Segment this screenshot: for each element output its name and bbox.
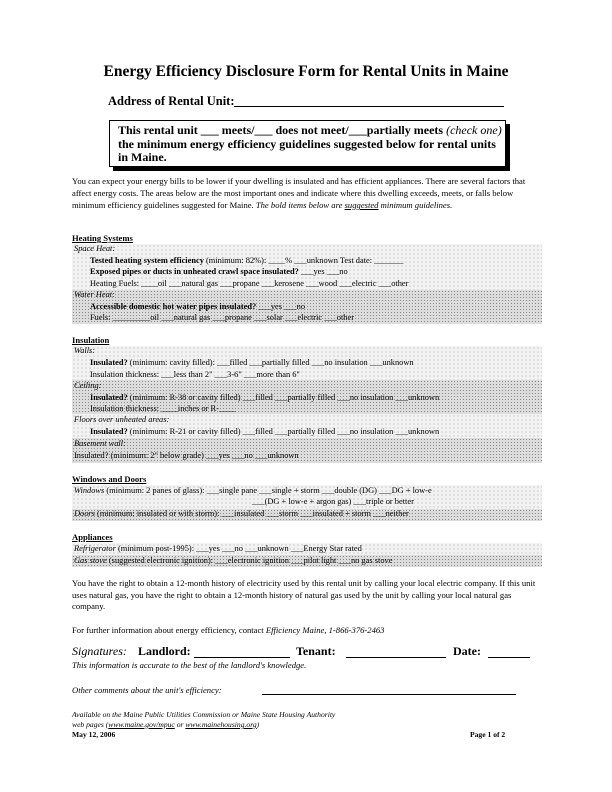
mpuc-link[interactable]: www.maine.gov/mpuc	[108, 720, 175, 729]
comments-field[interactable]	[262, 694, 516, 695]
tenant-signature-field[interactable]	[346, 657, 446, 658]
mainehousing-link[interactable]: www.mainehousing.org	[185, 720, 257, 729]
landlord-label: Landlord:	[138, 644, 191, 658]
gas-stove-row[interactable]: Gas stove (suggested electronic ignition): ___electronic ignition ___pilot light ___no gas stove	[74, 556, 393, 565]
basement-row[interactable]: Insulated? (minimum: 2" below grade) ___yes ___no ___unknown	[74, 451, 299, 460]
windows-row-2[interactable]: ___(DG + low-e + argon gas) ___triple or better	[252, 497, 414, 506]
walls-label: Walls:	[74, 346, 96, 355]
walls-insulated-row[interactable]: Insulated? (minimum: cavity filled): ___filled ___partially filled ___no insulation ___unknown	[90, 358, 414, 367]
landlord-signature-field[interactable]	[194, 657, 290, 658]
history-paragraph: You have the right to obtain a 12-month history of electricity used by this rental unit by calling your local electric company. If this unit uses natural gas, you have the right to obtain a 12-month history of natural gas used by the unit by calling your local natural gas company.	[72, 578, 536, 611]
efficiency-row[interactable]: Tested heating system efficiency (minimum: 82%): ____% ___unknown Test date: _______	[90, 256, 404, 265]
floors-label: Floors over unheated areas:	[74, 415, 170, 424]
further-info: For further information about energy efficiency, contact Efficiency Maine, 1-866-376-2463	[72, 625, 385, 635]
appliances-header: Appliances	[72, 532, 113, 542]
water-fuels-row[interactable]: Fuels: _________oil ___natural gas ___propane ___solar ___electric ___other	[90, 313, 354, 322]
date-field[interactable]	[488, 657, 530, 658]
insulation-header: Insulation	[72, 335, 110, 345]
compliance-text: This rental unit ___ meets/___ does not meet/___partially meets (check one) the minimum energy efficiency guidelines suggested below for rental units in Maine.	[118, 123, 502, 164]
walls-thickness-row[interactable]: Insulation thickness: ___less than 2" ___3-6" ___more than 6"	[90, 370, 300, 379]
address-field[interactable]	[234, 106, 504, 107]
ceiling-thickness-row[interactable]: Insulation thickness: ____inches or R-____	[90, 404, 236, 413]
comments-label: Other comments about the unit's efficiency:	[72, 685, 222, 695]
heating-header: Heating Systems	[72, 233, 133, 243]
refrigerator-row[interactable]: Refrigerator (minimum post-1995): ___yes ___no ___unknown ___Energy Star rated	[74, 544, 362, 553]
footer-web-pages: web pages (www.maine.gov/mpuc or www.mainehousing.org)	[72, 720, 260, 729]
space-heat-label: Space Heat:	[74, 244, 116, 253]
footer-date: May 12, 2006	[72, 730, 116, 739]
heating-fuels-row[interactable]: Heating Fuels: ____oil ___natural gas ___propane ___kerosene ___wood ___electric ___other	[90, 279, 409, 288]
address-label: Address of Rental Unit:	[108, 94, 235, 108]
date-label: Date:	[453, 644, 481, 658]
windows-row[interactable]: Windows (minimum: 2 panes of glass): ___single pane ___single + storm ___double (DG) ___DG + low-e	[74, 486, 432, 495]
doors-row[interactable]: Doors (minimum: insulated or with storm): ___insulated ___storm ___insulated + storm ___neither	[74, 509, 409, 518]
signatures-label: Signatures:	[72, 644, 127, 658]
floors-insulated-row[interactable]: Insulated? (minimum: R-21 or cavity filled) ___filled ___partially filled ___no insulation ___unknown	[90, 427, 440, 436]
form-title: Energy Efficiency Disclosure Form for Rental Units in Maine	[103, 63, 509, 80]
ceiling-insulated-row[interactable]: Insulated? (minimum: R-38 or cavity filled) ___filled ___partially filled ___no insulation ___unknown	[90, 393, 440, 402]
ceiling-label: Ceiling:	[74, 381, 102, 390]
compliance-box	[109, 120, 506, 167]
water-pipes-row[interactable]: Accessible domestic hot water pipes insulated? ___yes ___no	[90, 302, 306, 311]
intro-paragraph: You can expect your energy bills to be lower if your dwelling is insulated and has efficient appliances. There are several factors that affect energy costs. The areas below are the most important ones and indicate where this dwelling exceeds, meets, or falls below minimum efficiency guidelines suggested for Maine. The bold items below are suggested minimum guidelines.	[72, 176, 526, 210]
page-number: Page 1 of 2	[470, 730, 506, 739]
exposed-pipes-row[interactable]: Exposed pipes or ducts in unheated crawl space insulated? ___yes ___no	[90, 267, 348, 276]
footer-availability: Available on the Maine Public Utilities Commission or Maine State Housing Authority	[72, 710, 336, 719]
accuracy-statement: This information is accurate to the best of the landlord's knowledge.	[72, 660, 307, 670]
basement-label: Basement wall:	[74, 439, 126, 448]
tenant-label: Tenant:	[296, 644, 336, 658]
windows-header: Windows and Doors	[72, 474, 147, 484]
water-heat-label: Water Heat:	[74, 290, 115, 299]
